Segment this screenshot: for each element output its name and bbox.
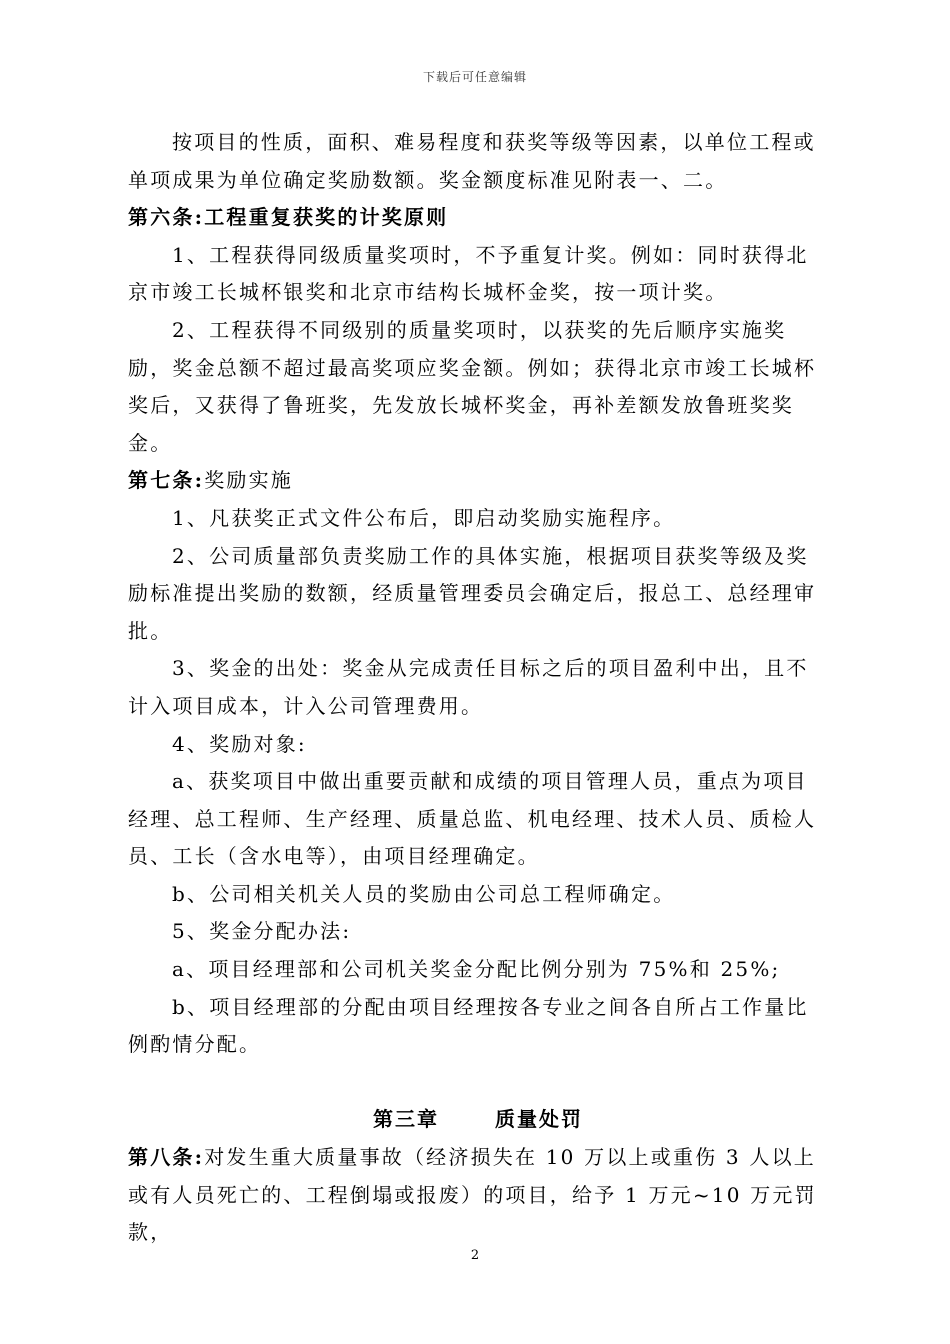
page-number: 2 [470, 1248, 480, 1263]
paragraph: 1、工程获得同级质量奖项时，不予重复计奖。例如：同时获得北京市竣工长城杯银奖和北京市结构长城杯金奖，按一项计奖。 [128, 242, 809, 305]
article-text: 对发生重大质量事故（经济损失在 10 万以上或重伤 3 人以上或有人员死亡的、工程倒塌或报废）的项目，给予 1 万元~10 万元罚款， [128, 1145, 817, 1245]
paragraph: 2、公司质量部负责奖励工作的具体实施，根据项目获奖等级及奖励标准提出奖励的数额，经质量管理委员会确定后，报总工、总经理审批。 [128, 543, 817, 643]
article-label: 第八条: [128, 1145, 205, 1170]
paragraph: b、项目经理部的分配由项目经理按各专业之间各自所占工作量比例酌情分配。 [128, 994, 809, 1057]
chapter-number: 第三章 [373, 1107, 439, 1132]
paragraph: a、获奖项目中做出重要贡献和成绩的项目管理人员，重点为项目经理、总工程师、生产经理、质量总监、机电经理、技术人员、质检人员、工长（含水电等），由项目经理确定。 [128, 769, 817, 869]
document-body [128, 124, 828, 1252]
article-title: 工程重复获奖的计奖原则 [204, 205, 449, 230]
article-label: 第六条: [128, 205, 205, 230]
paragraph: 3、奖金的出处：奖金从完成责任目标之后的项目盈利中出，且不计入项目成本，计入公司管理费用。 [128, 656, 809, 718]
paragraph: b、公司相关机关人员的奖励由公司总工程师确定。 [172, 881, 676, 906]
paragraph: 1、凡获奖正式文件公布后，即启动奖励实施程序。 [172, 505, 676, 530]
article-8-paragraph [128, 1139, 828, 1252]
paragraph: 按项目的性质，面积、难易程度和获奖等级等因素，以单位工程或单项成果为单位确定奖励数额。奖金额度标准见附表一、二。 [128, 130, 816, 192]
paragraph: 2、工程获得不同级别的质量奖项时，以获奖的先后顺序实施奖励，奖金总额不超过最高奖项应奖金额。例如；获得北京市竣工长城杯奖后，又获得了鲁班奖，先发放长城杯奖金，再补差额发放鲁班奖奖金。 [128, 317, 817, 455]
paragraph: 5、奖金分配办法: [172, 919, 352, 944]
page-header: 下载后可任意编辑 [422, 70, 527, 84]
blank-line [128, 1064, 828, 1102]
article-7-heading [128, 462, 828, 500]
chapter-heading [128, 1101, 828, 1139]
article-title: 奖励实施 [204, 468, 293, 493]
article-label: 第七条: [128, 468, 205, 493]
article-6-heading [128, 199, 828, 237]
chapter-title: 质量处罚 [495, 1107, 583, 1132]
paragraph: a、项目经理部和公司机关奖金分配比例分别为 75%和 25%; [172, 957, 781, 982]
paragraph: 4、奖励对象: [172, 731, 307, 756]
